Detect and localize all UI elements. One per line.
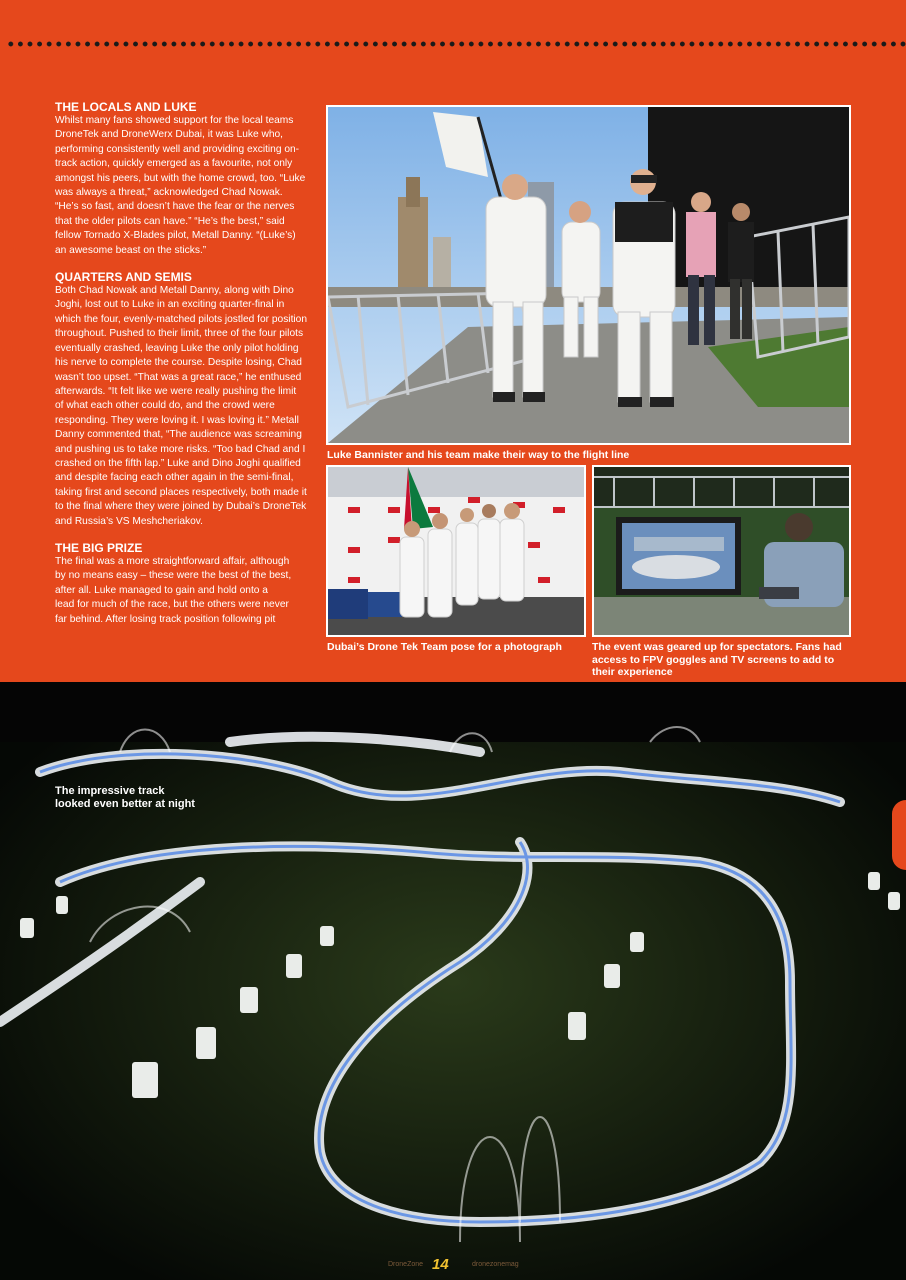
photo-spectators	[592, 465, 851, 637]
section-body-locals: Whilst many fans showed support for the local teams DroneTek and DroneWerx Dubai, it was Luke who, performing consistently well and providing exciting on- track action, quickly emerged as a favourite, not only amongst his peers, but with the home crowd, too. “Luke was always a threat,” acknowledged Chad Nowak. “He’s so fast, and doesn’t have the fear or the nerves that the older pilots can have.” “He’s the best,” said fellow Tornado X-Blades pilot, Metall Danny. “(Luke’s) an awesome beast on the sticks.”	[55, 115, 306, 256]
night-track-image	[0, 682, 906, 1280]
page-edge-tab	[892, 800, 906, 870]
footer-left-text: DroneZone	[388, 1261, 424, 1268]
section-heading-prize: THE BIG PRIZE	[55, 540, 143, 555]
section-heading-quarters: QUARTERS AND SEMIS	[55, 270, 192, 285]
photo-drone-tek-team	[326, 465, 586, 637]
footer-right-text: dronezonemag	[472, 1261, 519, 1268]
photo-night-track	[0, 682, 906, 1280]
drone-tek-team-image	[328, 467, 584, 635]
section-heading-locals: THE LOCALS AND LUKE	[55, 100, 197, 114]
page-number: 14	[432, 1256, 449, 1273]
caption-team-photo: Dubai’s Drone Tek Team pose for a photograph	[327, 641, 562, 653]
dotted-rule	[6, 40, 906, 48]
photo-pilots-walking	[326, 105, 851, 445]
caption-main-photo: Luke Bannister and his team make their way to the flight line	[327, 449, 630, 461]
article-column	[55, 100, 310, 627]
page-footer	[388, 1258, 538, 1274]
caption-spectators-photo: The event was geared up for spectators. Fans had access to FPV goggles and TV screens to add to their experience	[592, 641, 842, 678]
caption-night-photo: The impressive track looked even better at night	[55, 785, 195, 810]
section-body-quarters: Both Chad Nowak and Metall Danny, along with Dino Joghi, lost out to Luke in an exciting quarter-final in which the four, evenly-matched pilots jostled for position throughout. Pushed to their limit, three of the four pilots eventually crashed, leaving Luke the only pilot holding his nerve to complete the course. Despite losing, Chad wasn’t too upset. “That was a great race,” he enthused afterwards. “It felt like we were really pushing the limit of what each other could do, and the crowd were responding. They were loving it. I was loving it.” Metall Danny commented that, “The audience was screaming and pushing us to take more risks. “Too bad Chad and I crashed on the fifth lap.” Luke and Dino Joghi qualified and despite facing each other again in the semi-final, taking first and second places respectively, both made it to the final where they were joined by Dubai’s DroneTek and Russia’s VS Meshcheriakov.	[55, 285, 307, 527]
pilots-walking-image	[328, 107, 849, 443]
section-body-prize: The final was a more straightforward affair, although by no means easy – these were the best of the best, after all. Luke managed to gain and hold onto a lead for much of the race, but the others were never far behind. After losing track position following pit	[55, 555, 292, 625]
spectators-image	[594, 467, 849, 635]
